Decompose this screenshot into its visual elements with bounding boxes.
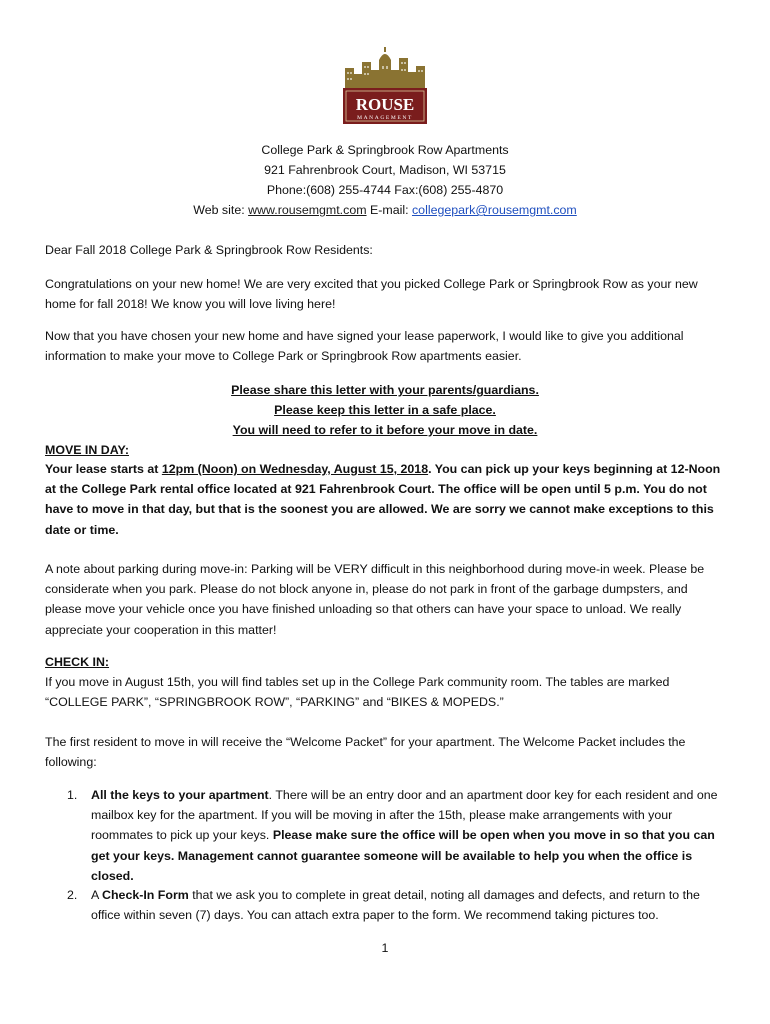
move-in-date: 12pm (Noon) on Wednesday, August 15, 2018 [161,462,429,476]
move-in-text [45,459,727,540]
list-number: 1. [67,788,78,802]
move-in-text-1: Your lease starts at [45,462,162,476]
paragraph-parking: A note about parking during move-in: Parking will be VERY difficult in this neighborhood during move-in week. Please be considerate when you park. Please do not block anyone in, please do not park in front of the garbage dumpsters, and please move your vehicle once you have finished unloading so that others can have your space to unload. We really appreciate your cooperation in this matter! [45,562,705,637]
web-label: Web site: [193,203,249,217]
list-bold-keys: All the keys to your apartment [91,788,269,802]
page-number: 1 [381,941,389,955]
salutation: Dear Fall 2018 College Park & Springbrook Row Residents: [45,243,373,257]
check-in-heading: CHECK IN: [45,655,110,669]
rouse-logo [341,46,429,126]
paragraph-intro: Now that you have chosen your new home and have signed your lease paperwork, I would like to give you additional information to make your move to College Park or Springbrook Row apartments easier. [45,329,684,364]
list-item [67,785,732,886]
notice-keep: Please keep this letter in a safe place. [274,403,496,417]
paragraph-welcome: The first resident to move in will receive the “Welcome Packet” for your apartment. The Welcome Packet includes the following: [45,735,686,770]
list-text-checkin: that we ask you to complete in great detail, noting all damages and defects, and return to the office within seven (7) days. You can attach extra paper to the form. We recommend taking pictures too. [91,888,700,923]
header-line-3: Phone:(608) 255-4744 Fax:(608) 255-4870 [266,183,504,197]
list-text-a: A [91,888,103,902]
notice-refer: You will need to refer to it before your move in date. [232,423,538,437]
header-line-2: 921 Fahrenbrook Court, Madison, WI 53715 [264,163,506,177]
check-in-text: If you move in August 15th, you will find tables set up in the College Park community room. The tables are marked “COLLEGE PARK”, “SPRINGBROOK ROW”, “PARKING” and “BIKES & MOPEDS.” [45,675,670,710]
header-contact [0,201,770,221]
paragraph-congratulations: Congratulations on your new home! We are very excited that you picked College Park or Springbrook Row as your new home for fall 2018! We know you will love living here! [45,277,698,312]
list-number: 2. [67,888,78,902]
list-text-keys: . There will be an entry door and an apartment door key for each resident and one mailbox key for the apartment. If you will be moving in after the 15th, please make arrangements with your roommates to pick up your keys. [91,788,718,843]
logo-name: ROUSE [355,95,415,114]
email-label: E-mail: [366,203,412,217]
logo-subtitle: MANAGEMENT [357,115,413,121]
list-bold-office: Please make sure the office will be open when you move in so that you can get your keys. Management cannot guarantee someone will be available to help you when the office is closed. [91,828,715,883]
move-in-text-2: . You can pick up your keys beginning at 12-Noon at the College Park rental office located at 921 Fahrenbrook Court. The office will be open until 5 p.m. You do not have to move in that day, but that is the soonest you are allowed. We are sorry we cannot make exceptions to this date or time. [45,462,721,537]
list-bold-checkin: Check-In Form [102,888,189,902]
move-in-heading: MOVE IN DAY: [45,443,129,457]
email-link[interactable]: collegepark@rousemgmt.com [411,203,577,217]
header-line-1: College Park & Springbrook Row Apartments [261,143,509,157]
website-link[interactable]: www.rousemgmt.com [248,203,367,217]
notice-share: Please share this letter with your parents/guardians. [231,383,539,397]
list-item [67,885,732,925]
